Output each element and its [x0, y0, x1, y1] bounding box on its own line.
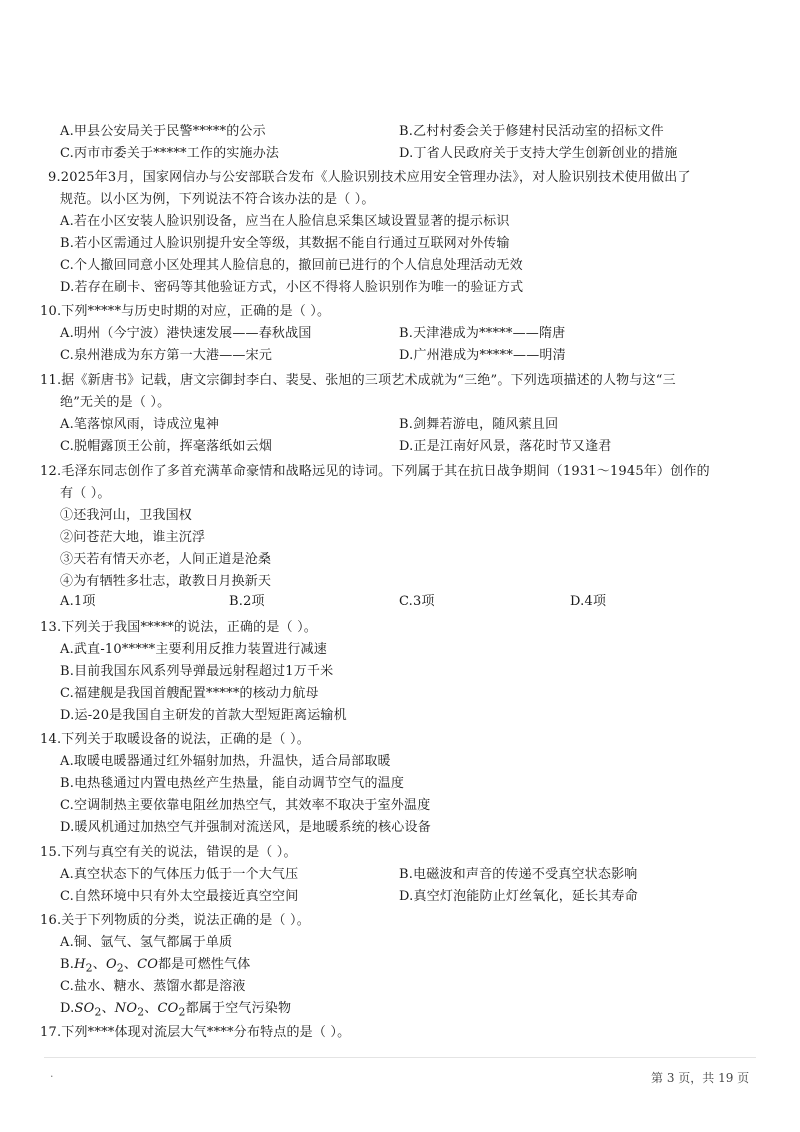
formula-co: CO [137, 957, 159, 972]
q15-stem: 15.下列与真空有关的说法，错误的是（ ）。 [40, 845, 297, 860]
q16-option-c: C.盐水、糖水、蒸馏水都是溶液 [60, 979, 246, 994]
q10-option-b: B.天津港成为*****——隋唐 [399, 326, 566, 341]
q8-option-a: A.甲县公安局关于民警*****的公示 [60, 124, 266, 139]
q17-stem: 17.下列****体现对流层大气****分布特点的是（ ）。 [40, 1025, 351, 1040]
q10-stem: 10.下列*****与历史时期的对应，正确的是（ ）。 [40, 304, 331, 319]
option-text: 都属于空气污染物 [185, 1001, 292, 1016]
separator: 、 [123, 957, 138, 972]
separator: 、 [144, 1001, 158, 1016]
q13-option-d: D.运-20是我国自主研发的首款大型短距离运输机 [60, 708, 347, 723]
q15-option-d: D.真空灯泡能防止灯丝氧化，延长其寿命 [399, 889, 638, 904]
q8-option-d: D.丁省人民政府关于支持大学生创新创业的措施 [399, 146, 678, 161]
formula-no: NO [114, 1001, 138, 1016]
q13-stem: 13.下列关于我国*****的说法，正确的是（ ）。 [40, 620, 318, 635]
q9-stem-line1: 9.2025年3月，国家网信办与公安部联合发布《人脸识别技术应用安全管理办法》，对人脸识别技术使用做出了 [48, 170, 691, 185]
page-number: 第 3 页，共 19 页 [651, 1071, 750, 1085]
q11-option-b: B.剑舞若游电，随风萦且回 [399, 417, 559, 432]
q9-stem-line2: 规范。以小区为例，下列说法不符合该办法的是（ ）。 [60, 192, 375, 207]
q11-option-c: C.脱帽露顶王公前，挥毫落纸如云烟 [60, 439, 273, 454]
q11-option-d: D.正是江南好风景，落花时节又逢君 [399, 439, 612, 454]
q14-option-c: C.空调制热主要依靠电阻丝加热空气，其效率不取决于室外温度 [60, 798, 431, 813]
q15-option-a: A.真空状态下的气体压力低于一个大气压 [60, 867, 299, 882]
q12-statement-1: ①还我河山，卫我国权 [60, 508, 193, 523]
q13-option-c: C.福建舰是我国首艘配置*****的核动力航母 [60, 686, 319, 701]
q12-statement-2: ②问苍茫大地，谁主沉浮 [60, 530, 206, 545]
option-text: 都是可燃性气体 [158, 957, 251, 972]
q10-option-a: A.明州（今宁波）港快速发展——春秋战国 [60, 326, 312, 341]
q16-option-d [60, 999, 291, 1022]
q9-option-c: C.个人撤回同意小区处理其人脸信息的，撤回前已进行的个人信息处理活动无效 [60, 258, 523, 273]
formula-h: H [74, 957, 86, 972]
q16-stem: 16.关于下列物质的分类，说法正确的是（ ）。 [40, 913, 310, 928]
option-label: B. [60, 957, 75, 972]
option-label: D. [60, 1001, 75, 1016]
q11-option-a: A.笔落惊风雨，诗成泣鬼神 [60, 417, 220, 432]
q16-option-b [60, 955, 251, 978]
q16-option-a: A.铜、氩气、氢气都属于单质 [60, 935, 233, 950]
q12-option-d: D.4项 [570, 594, 607, 609]
q10-option-d: D.广州港成为*****——明清 [399, 348, 566, 363]
q11-stem-line1: 11.据《新唐书》记载，唐文宗御封李白、裴旻、张旭的三项艺术成就为“三绝”。下列选项描述的人物与这“三 [40, 373, 676, 388]
q9-option-b: B.若小区需通过人脸识别提升安全等级，其数据不能自行通过互联网对外传输 [60, 236, 510, 251]
q13-option-b: B.目前我国东风系列导弹最远射程超过1万千米 [60, 664, 334, 679]
q12-stem-line2: 有（ ）。 [60, 486, 111, 501]
subscript: 2 [178, 1005, 186, 1019]
q14-option-a: A.取暖电暖器通过红外辐射加热，升温快，适合局部取暖 [60, 754, 391, 769]
q13-option-a: A.武直-10*****主要利用反推力装置进行减速 [60, 642, 327, 657]
subscript: 2 [137, 1005, 145, 1019]
separator: 、 [92, 957, 106, 972]
q14-stem: 14.下列关于取暖设备的说法，正确的是（ ）。 [40, 732, 310, 747]
separator: 、 [101, 1001, 115, 1016]
q10-option-c: C.泉州港成为东方第一大港——宋元 [60, 348, 273, 363]
subscript: 2 [85, 961, 93, 975]
subscript: 2 [94, 1005, 102, 1019]
formula-co: CO [157, 1001, 179, 1016]
footer-dot: · [50, 1070, 54, 1083]
q12-option-c: C.3项 [399, 594, 435, 609]
q15-option-b: B.电磁波和声音的传递不受真空状态影响 [399, 867, 638, 882]
q12-stem-line1: 12.毛泽东同志创作了多首充满革命豪情和战略远见的诗词。下列属于其在抗日战争期间（1931～1945年）创作的 [40, 464, 710, 479]
formula-o: O [105, 957, 117, 972]
q12-option-b: B.2项 [229, 594, 265, 609]
q9-option-a: A.若在小区安装人脸识别设备，应当在人脸信息采集区域设置显著的提示标识 [60, 214, 510, 229]
q8-option-c: C.丙市市委关于*****工作的实施办法 [60, 146, 280, 161]
footer-divider [44, 1057, 756, 1058]
q12-statement-4: ④为有牺牲多壮志，敢教日月换新天 [60, 574, 272, 589]
q12-statement-3: ③天若有情天亦老，人间正道是沧桑 [60, 552, 272, 567]
formula-so: SO [74, 1001, 95, 1016]
subscript: 2 [116, 961, 124, 975]
q11-stem-line2: 绝”无关的是（ ）。 [60, 395, 171, 410]
q15-option-c: C.自然环境中只有外太空最接近真空空间 [60, 889, 299, 904]
q8-option-b: B.乙村村委会关于修建村民活动室的招标文件 [399, 124, 664, 139]
q12-option-a: A.1项 [60, 594, 96, 609]
q14-option-d: D.暖风机通过加热空气并强制对流送风，是地暖系统的核心设备 [60, 820, 431, 835]
q9-option-d: D.若存在刷卡、密码等其他验证方式，小区不得将人脸识别作为唯一的验证方式 [60, 280, 524, 295]
q14-option-b: B.电热毯通过内置电热丝产生热量，能自动调节空气的温度 [60, 776, 405, 791]
